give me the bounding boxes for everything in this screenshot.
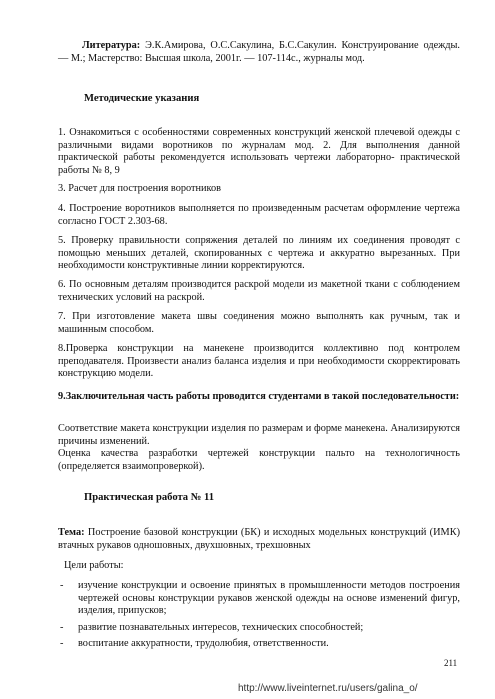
watermark-url: http://www.liveinternet.ru/users/galina_o/ bbox=[238, 683, 418, 694]
goal-item bbox=[58, 622, 460, 635]
goals-list bbox=[58, 580, 460, 655]
instruction-4: 4. Построение воротников выполняется по произведенным расчетам оформление чертежа согласно ГОСТ 2.303-68. bbox=[58, 203, 460, 227]
dash-marker: - bbox=[60, 580, 64, 591]
instruction-5: 5. Проверку правильности сопряжения деталей по линиям их соединения проводят с помощью меньших деталей, скопированных с чертежа и аккуратно вырезанных. При необходимости конструктивные линии корректируются. bbox=[58, 235, 460, 272]
goal-text: воспитание аккуратности, трудолюбия, ответственности. bbox=[78, 638, 329, 650]
goal-text: развитие познавательных интересов, технических способностей; bbox=[78, 621, 364, 633]
literature-label: Литература: bbox=[82, 40, 141, 51]
topic-paragraph bbox=[58, 527, 460, 552]
topic-label: Тема: bbox=[58, 527, 85, 538]
literature-text: Э.К.Амирова, О.С.Сакулина, Б.С.Сакулин. Конструирование одежды. — М.; Мастерство: Высшая школа, 2001г. — 107-114с., журналы мод. bbox=[58, 40, 460, 64]
goal-item bbox=[58, 580, 460, 618]
dash-marker: - bbox=[60, 621, 64, 633]
page-number: 211 bbox=[444, 658, 458, 668]
literature-paragraph bbox=[58, 40, 460, 65]
goals-label: Цели работы: bbox=[64, 560, 124, 571]
methodical-heading: Методические указания bbox=[84, 93, 200, 104]
dash-marker: - bbox=[60, 638, 64, 650]
instruction-9: 9.Заключительная часть работы проводится студентами в такой последовательности: bbox=[58, 391, 460, 402]
instruction-3: 3. Расчет для построения воротников bbox=[58, 183, 222, 194]
conformity-paragraph: Соответствие макета конструкции изделия по размерам и форме манекена. Анализируются причины изменений. bbox=[58, 423, 460, 447]
assessment-paragraph: Оценка качества разработки чертежей конструкции пальто на технологичность (определяется взаимопроверкой). bbox=[58, 448, 460, 472]
topic-text: Построение базовой конструкции (БК) и исходных модельных конструкций (ИМК) втачных рукавов одношовных, двухшовных, трехшовных bbox=[58, 527, 460, 551]
instruction-8: 8.Проверка конструкции на манекене производится коллективно под контролем преподавателя. Произвести анализ баланса изделия и при необходимости скорректировать конструкцию модели. bbox=[58, 343, 460, 380]
goal-text: изучение конструкции и освоение принятых в промышленности методов построения чертежей основы конструкции рукавов женской одежды на основе изменений фигур, изделия, припусков; bbox=[78, 580, 460, 617]
goal-item bbox=[58, 638, 460, 651]
instruction-7: 7. При изготовление макета швы соединения можно выполнять как ручным, так и машинным способом. bbox=[58, 311, 460, 335]
practical-heading: Практическая работа № 11 bbox=[84, 492, 215, 503]
instruction-1-2: 1. Ознакомиться с особенностями современных конструкций женской плечевой одежды с различными видами воротников по журналам мод. 2. Для выполнения данной практической работы рекомендуется использовать чертежи лабораторно- практической работы № 8, 9 bbox=[58, 127, 460, 176]
instruction-6: 6. По основным деталям производится раскрой модели из макетной ткани с соблюдением технических условий на раскрой. bbox=[58, 279, 460, 303]
